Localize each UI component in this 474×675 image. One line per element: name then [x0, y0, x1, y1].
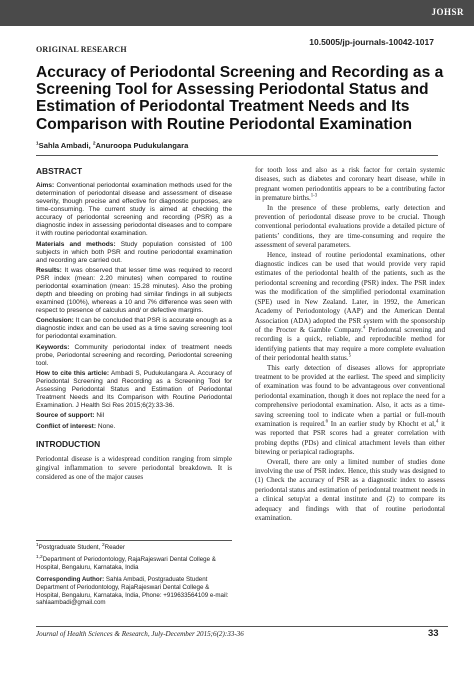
reference-mark: 1-3 — [310, 193, 318, 199]
author-2-affiliation-mark: 2 — [92, 141, 96, 147]
abstract-support — [36, 412, 232, 420]
author-1-affiliation-mark: 1 — [36, 141, 39, 147]
footnote-affiliation — [36, 556, 232, 572]
conflict-label: Conflict of interest: — [36, 422, 97, 430]
abstract-heading: ABSTRACT — [36, 166, 83, 176]
journal-abbreviation: JOHSR — [431, 7, 464, 17]
citation-label: How to cite this article: — [36, 369, 110, 377]
footer-divider — [36, 626, 448, 627]
abstract-results — [36, 267, 232, 315]
paragraph-3-text: Hence, instead of routine periodontal examinations, other diagnostic indices can be used that would provide very rapid estimates of the periodontal health of the patients, such as the periodontal screening and recording (PSR) index. The PSR index was the modification of the simplified periodontal examination (SPE) used in New Zealand. Later, in 1992, the American Academy of Periodontology (AAP) and the American Dental Association (ADA) adopted the PSR system with the sponsorship of the Procter & Gamble Company. — [255, 250, 445, 334]
body-paragraph-2: In the presence of these problems, early detection and prevention of periodontal disease prove to be crucial. Though conventional periodontal evaluations provide a detailed picture of patients’ conditions, they are time-consuming and require the assessment of several parameters. — [255, 203, 445, 250]
introduction-paragraph: Periodontal disease is a widespread condition ranging from simple gingival inflammation to severe periodontal breakdown. It is considered as one of the major causes — [36, 454, 232, 482]
conflict-text: None. — [96, 422, 116, 430]
abstract-aims — [36, 182, 232, 238]
support-label: Source of support: — [36, 412, 95, 420]
support-text: Nil — [94, 412, 105, 420]
footnote-mark: 1 — [36, 542, 39, 548]
aims-label: Aims: — [36, 182, 55, 189]
aims-text: Conventional periodontal examination methods used for the determination of periodontal disease and assessment of disease severity, though precise and effective for diagnostic purposes, are time-consuming. The current study is aimed at checking the accuracy of periodontal screening and recording (PSR) as a diagnostic index in assessing periodontal diseases and to compare it with routine periodontal examination. — [36, 182, 232, 238]
keywords-text: Community periodontal index of treatment needs probe, Periodontal screening and recording, Periodontal screening tool. — [36, 343, 232, 367]
author-list — [36, 141, 188, 150]
footnote-roles — [36, 544, 232, 552]
abstract-body — [36, 182, 232, 431]
footnote-role-1: Postgraduate Student, — [38, 544, 102, 551]
footer-citation: Journal of Health Sciences & Research, July-December 2015;6(2):33-36 — [36, 630, 244, 638]
author-1-name: Sahla Ambadi, — [38, 141, 93, 150]
abstract-conclusion — [36, 317, 232, 341]
footnotes — [36, 544, 232, 611]
section-label: ORIGINAL RESEARCH — [36, 45, 127, 54]
body-paragraph-4 — [255, 364, 445, 458]
doi-label: 10.5005/jp-journals-10042-1017 — [309, 37, 434, 47]
citation-text: Ambadi S, Pudukulangara A. Accuracy of Periodontal Screening and Recording as a Screening Tool for Assessing Periodontal Status and Estimation of Periodontal Treatment Needs and Its Comparison with Routine Periodontal Examination. J Health Sci Res 2015;6(2):33-36. — [36, 369, 233, 410]
methods-text: Study population consisted of 100 subjects in which both PSR and routine periodontal examination and recording are carried out. — [36, 240, 233, 264]
page-number: 33 — [428, 628, 439, 639]
author-2-name: Anuroopa Pudukulangara — [95, 141, 189, 150]
affiliation-text: Department of Periodontology, RajaRajeswari Dental College & Hospital, Bengaluru, Karnataka, India — [36, 555, 216, 571]
reference-mark: 4 — [362, 325, 366, 331]
paragraph-1-text: for tooth loss and also as a risk factor for certain systemic diseases, such as diabetes and coronary heart disease, while in pregnant women periodontitis appears to be a contributing factor in premature births. — [255, 166, 445, 203]
abstract-conflict — [36, 423, 232, 431]
abstract-methods — [36, 241, 232, 265]
results-text: It was observed that lesser time was required to record PSR index (mean: 2.20 minutes) when compared to routine periodontal examination (mean: 15.28 minutes). Also the probing depth and bleeding on probing had similar findings in all subjects examined (100%), whereas a 10 and 7% difference was seen with respect to presence of calculus and/ or defective margins. — [36, 266, 232, 315]
footnote-mark: 2 — [101, 542, 105, 548]
conclusion-label: Conclusion: — [36, 317, 74, 325]
abstract-citation — [36, 370, 232, 410]
reference-mark: 4 — [435, 419, 439, 425]
abstract-keywords — [36, 344, 232, 368]
footnote-divider — [36, 540, 232, 541]
footnote-corresponding — [36, 576, 232, 608]
left-column — [36, 166, 232, 483]
methods-label: Materials and methods: — [36, 240, 116, 248]
paragraph-4-text-c: it was reported that PSR scores had a greater correlation with probing depths (PDs) and clinical attachment levels than either bitewing or periapical radiographs. — [255, 419, 446, 457]
reference-mark: 6 — [325, 419, 329, 425]
article-title: Accuracy of Periodontal Screening and Recording as a Screening Tool for Assessing Periodontal Status and Estimation of Periodontal Treatment Needs and Its Comparison with Routine Periodontal Examination — [36, 64, 444, 133]
conclusion-text: It can be concluded that PSR is accurate enough as a diagnostic index and can be used as a time saving screening tool for periodontal examination. — [36, 317, 232, 341]
corresponding-text: Sahla Ambadi, Postgraduate Student Department of Periodontology, RajaRajeswari Dental College & Hospital, Bengaluru, Karnataka, India, Phone: +919633564109 e-mail: sahlaambadi@gmail.com — [36, 575, 229, 607]
body-paragraph-3 — [255, 251, 445, 364]
journal-header-bar — [0, 0, 474, 26]
results-label: Results: — [36, 266, 62, 274]
body-paragraph-1 — [255, 166, 445, 204]
paragraph-3-text-b: Periodontal screening and recording is a quick, reliable, and reproducible method for identifying patients that may require a more complete evaluation of their periodontal health status. — [255, 325, 445, 363]
footnote-mark: 1,2 — [36, 554, 43, 560]
introduction-heading: INTRODUCTION — [36, 438, 101, 449]
corresponding-label: Corresponding Author: — [36, 575, 105, 583]
reference-mark: 5 — [348, 353, 351, 359]
title-divider — [36, 155, 438, 156]
body-paragraph-5: Overall, there are only a limited number of studies done involving the use of PSR index. Hence, this study was designed to (1) Check the accuracy of PSR as a diagnostic index to assess periodontal status and estimation of periodontal treatment needs in a clinical setup/at a dental institute and (2) to compare its adequacy and findings with that of routine periodontal examination. — [255, 457, 445, 523]
paragraph-4-text: This early detection of diseases allows for appropriate treatment to be provided at the earliest. The speed and simplicity of examination was found to be advantageous over conventional periodontal examination, though it does not replace the need for a comprehensive periodontal examination. Also, it acts as a time-saving screening tool to indicate when a partial or full-mouth examination is required. — [255, 363, 445, 428]
keywords-label: Keywords: — [36, 343, 70, 351]
footnote-role-2: Reader — [104, 544, 125, 551]
right-column — [255, 166, 445, 523]
paragraph-4-text-b: In an earlier study by Khocht et al, — [328, 419, 436, 428]
